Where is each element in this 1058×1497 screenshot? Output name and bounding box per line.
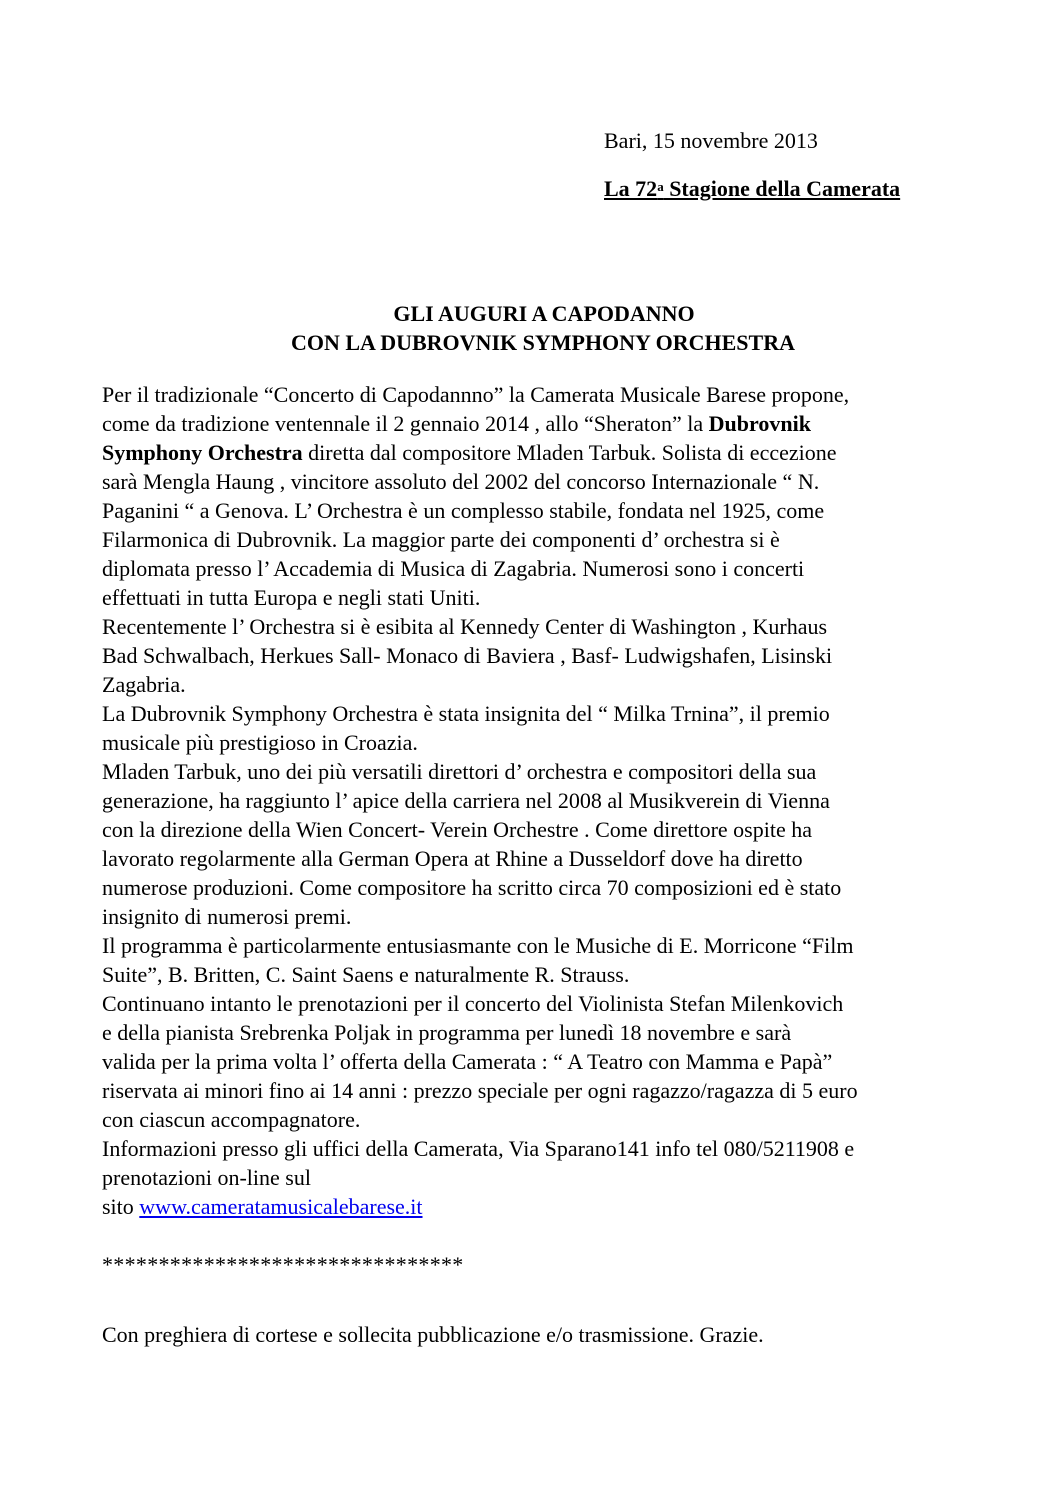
body-line: Zagabria. [102, 672, 186, 697]
closing-note: Con preghiera di cortese e sollecita pubblicazione e/o trasmissione. Grazie. [102, 1322, 764, 1347]
body-line: Recentemente l’ Orchestra si è esibita al Kennedy Center di Washington , Kurhaus [102, 614, 828, 639]
body-line: numerose produzioni. Come compositore ha scritto circa 70 composizioni ed è stato [102, 875, 842, 900]
body-line: insignito di numerosi premi. [102, 904, 352, 929]
body-line: Suite”, B. Britten, C. Saint Saens e naturalmente R. Strauss. [102, 962, 630, 987]
body-line: valida per la prima volta l’ offerta della Camerata : “ A Teatro con Mamma e Papà” [102, 1049, 833, 1074]
body-line: sarà Mengla Haung , vincitore assoluto del 2002 del concorso Internazionale “ N. [102, 469, 820, 494]
body-line: prenotazioni on-line sul [102, 1165, 311, 1190]
body-line: effettuati in tutta Europa e negli stati Uniti. [102, 585, 481, 610]
title-line-2: CON LA DUBROVNIK SYMPHONY ORCHESTRA [290, 330, 795, 355]
body-line: lavorato regolarmente alla German Opera at Rhine a Dusseldorf dove ha diretto [102, 846, 803, 871]
document-title [0, 299, 1058, 357]
website-link[interactable]: www.cameratamusicalebarese.it [139, 1194, 423, 1219]
separator-stars: ******************************** [102, 1252, 464, 1277]
body-line: con ciascun accompagnatore. [102, 1107, 361, 1132]
season-superscript: a [657, 179, 664, 194]
header-block [604, 126, 900, 204]
body-text-span: sito [102, 1194, 140, 1219]
body-line: riservata ai minori fino ai 14 anni : prezzo speciale per ogni ragazzo/ragazza di 5 euro [102, 1078, 858, 1103]
body-line [102, 1192, 982, 1221]
body-line: Mladen Tarbuk, uno dei più versatili direttori d’ orchestra e compositori della sua [102, 759, 817, 784]
body-line [102, 438, 982, 467]
body-line: Per il tradizionale “Concerto di Capodannno” la Camerata Musicale Barese propone, [102, 382, 850, 407]
date-line: Bari, 15 novembre 2013 [604, 128, 818, 153]
body-line: La Dubrovnik Symphony Orchestra è stata insignita del “ Milka Trnina”, il premio [102, 701, 830, 726]
body-line: Il programma è particolarmente entusiasmante con le Musiche di E. Morricone “Film [102, 933, 854, 958]
body-line: generazione, ha raggiunto l’ apice della carriera nel 2008 al Musikverein di Vienna [102, 788, 830, 813]
body-line: Informazioni presso gli uffici della Camerata, Via Sparano141 info tel 080/5211908 e [102, 1136, 855, 1161]
orchestra-name-bold: Dubrovnik [708, 411, 811, 436]
body-text-span: come da tradizione ventennale il 2 gennaio 2014 , allo “Sheraton” la [102, 411, 709, 436]
season-prefix: La 72 [604, 176, 658, 201]
body-line: Filarmonica di Dubrovnik. La maggior parte dei componenti d’ orchestra si è [102, 527, 780, 552]
body-text [102, 380, 982, 1349]
body-line: diplomata presso l’ Accademia di Musica di Zagabria. Numerosi sono i concerti [102, 556, 805, 581]
orchestra-name-bold: Symphony Orchestra [102, 440, 303, 465]
body-text-span: diretta dal compositore Mladen Tarbuk. Solista di eccezione [302, 440, 837, 465]
body-line: con la direzione della Wien Concert- Verein Orchestre . Come direttore ospite ha [102, 817, 812, 842]
title-line-1: GLI AUGURI A CAPODANNO [393, 301, 695, 326]
body-line: Bad Schwalbach, Herkues Sall- Monaco di Baviera , Basf- Ludwigshafen, Lisinski [102, 643, 833, 668]
body-line: Continuano intanto le prenotazioni per il concerto del Violinista Stefan Milenkovich [102, 991, 844, 1016]
season-suffix: Stagione della Camerata [663, 176, 901, 201]
body-line: musicale più prestigioso in Croazia. [102, 730, 418, 755]
body-line: e della pianista Srebrenka Poljak in programma per lunedì 18 novembre e sarà [102, 1020, 792, 1045]
body-line [102, 409, 982, 438]
body-line: Paganini “ a Genova. L’ Orchestra è un complesso stabile, fondata nel 1925, come [102, 498, 825, 523]
season-heading [604, 174, 900, 204]
